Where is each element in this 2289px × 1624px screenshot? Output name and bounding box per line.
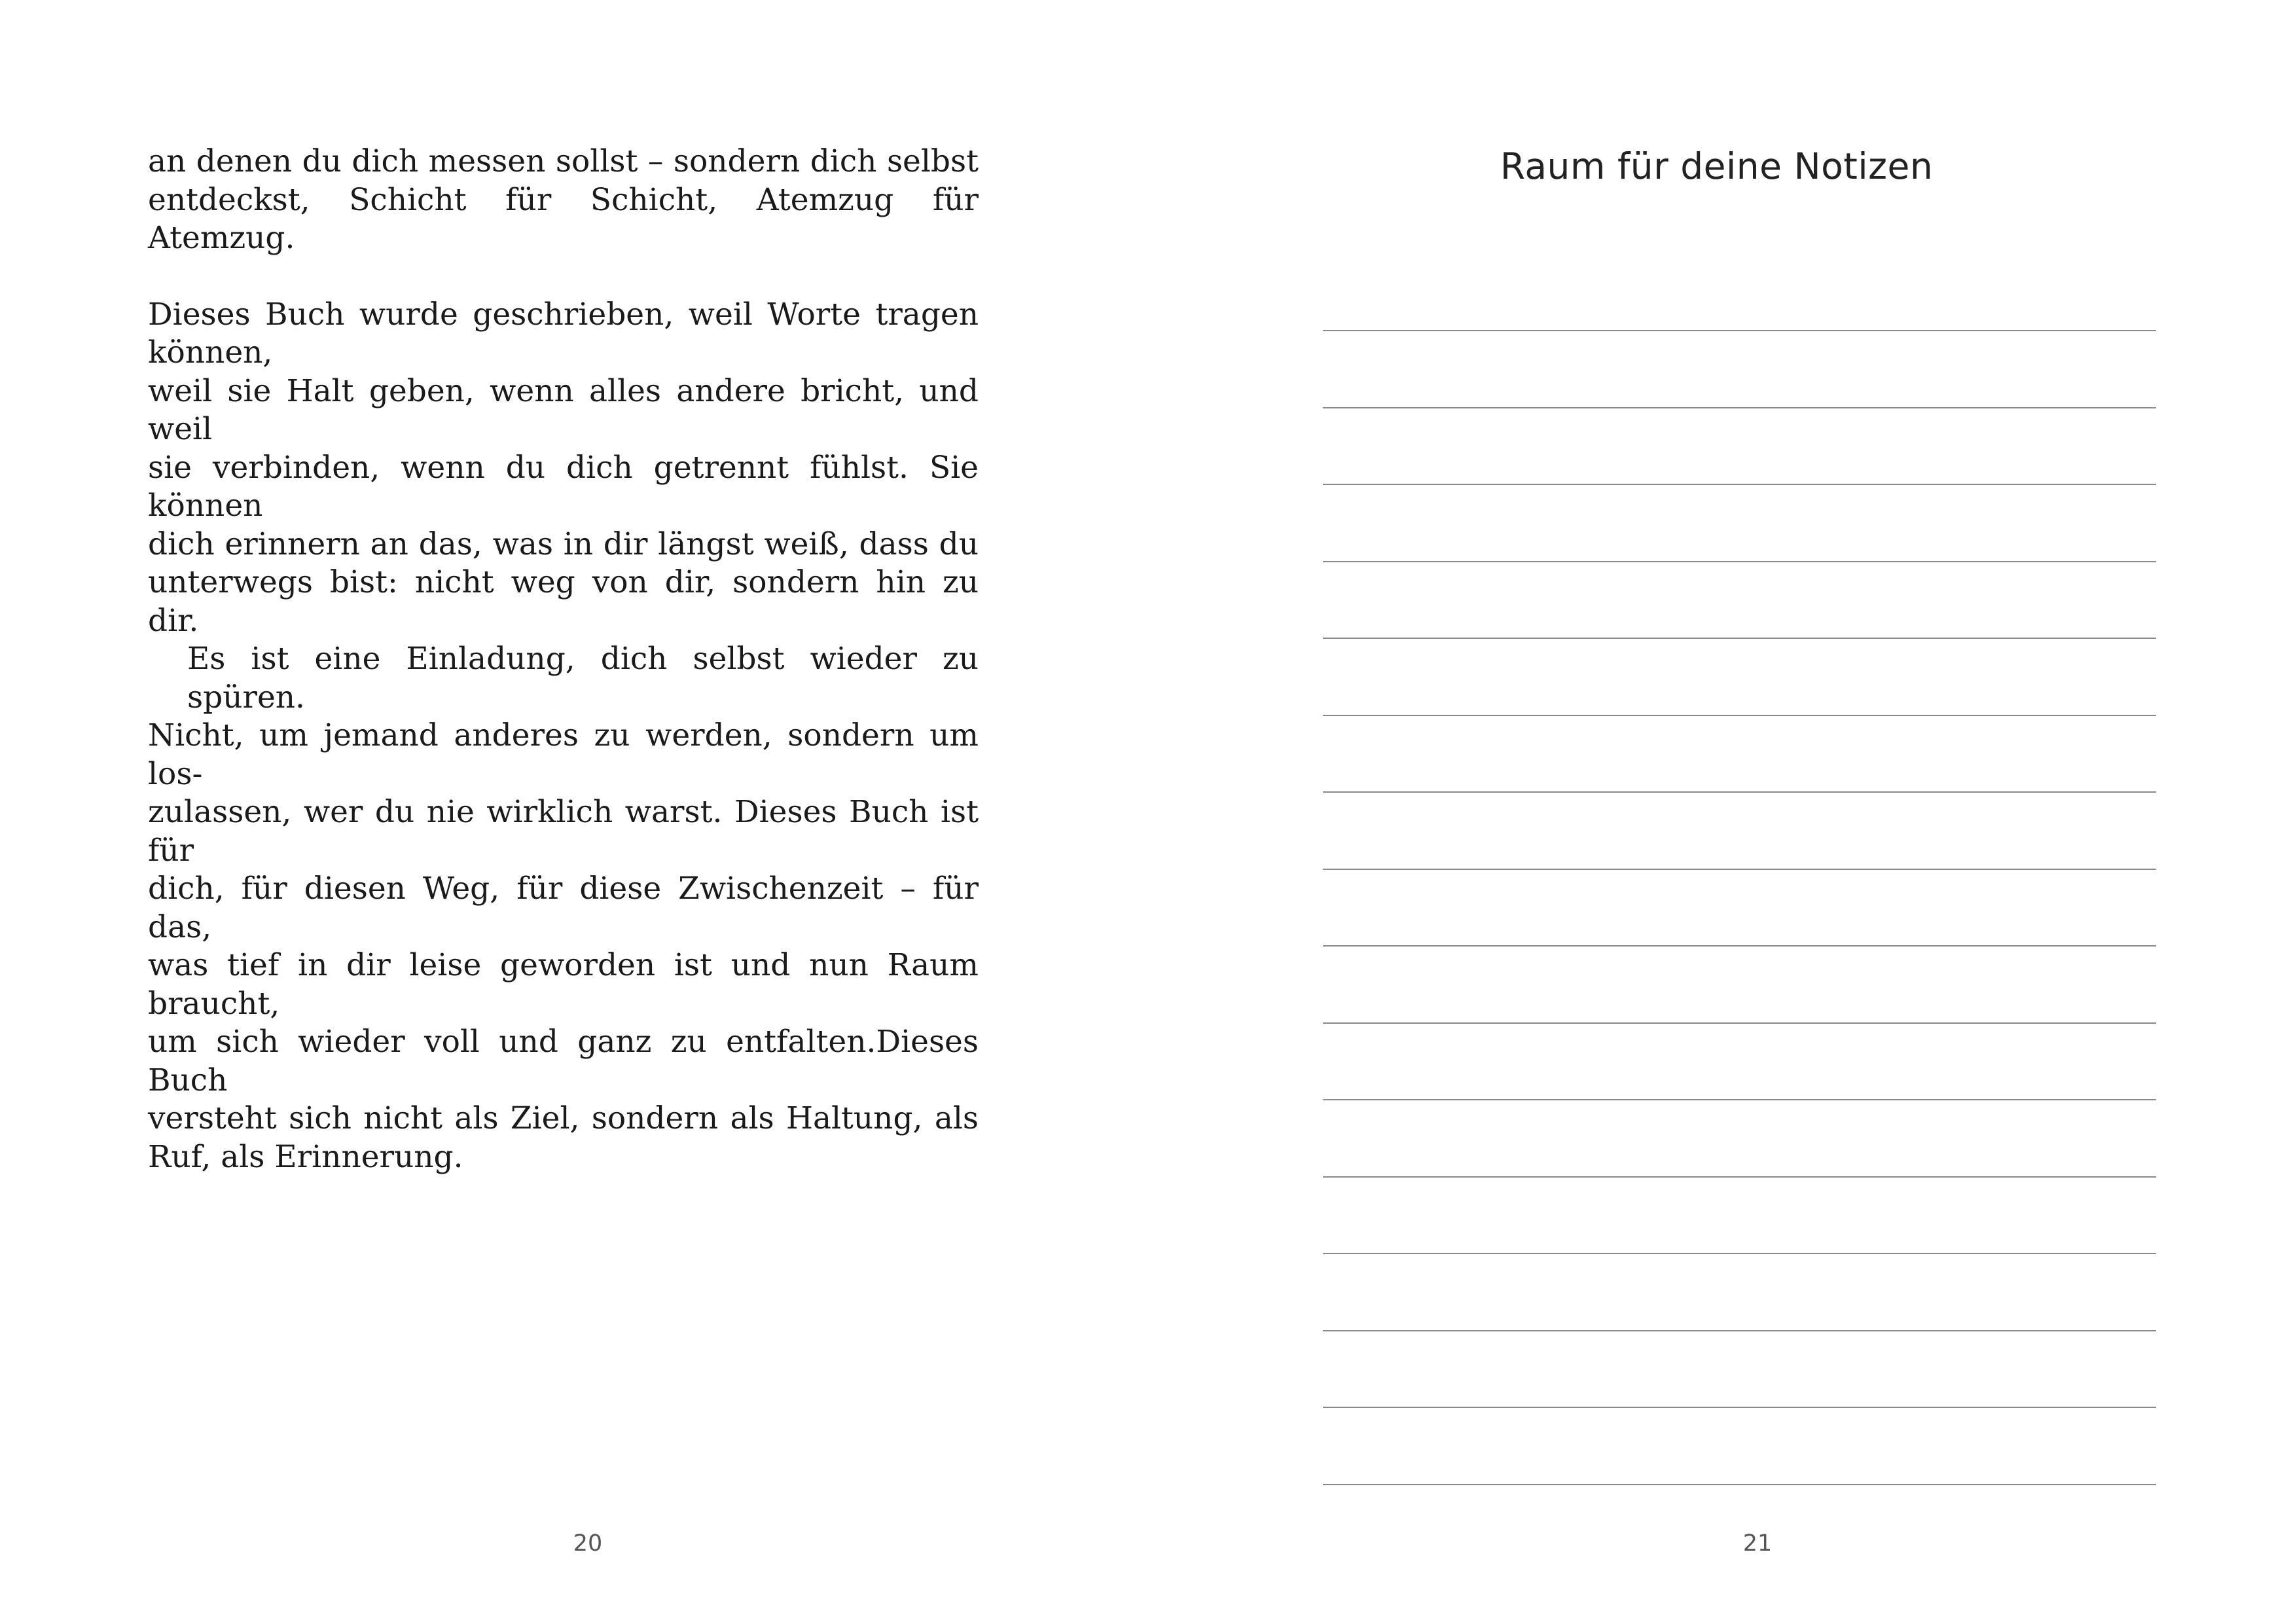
text-line: was tief in dir leise geworden ist und nun Raum braucht, xyxy=(148,947,979,1022)
notes-title: Raum für deine Notizen xyxy=(1500,145,1934,187)
note-line[interactable] xyxy=(1323,791,2156,869)
right-page xyxy=(1144,0,2289,1624)
text-line: Nicht, um jemand anderes zu werden, sondern um los- xyxy=(148,717,979,792)
note-line[interactable] xyxy=(1323,715,2156,792)
note-line[interactable] xyxy=(1323,484,2156,561)
note-line[interactable] xyxy=(1323,1407,2156,1484)
note-lines[interactable] xyxy=(1323,330,2156,1561)
page-number-left: 20 xyxy=(573,1530,603,1557)
note-line[interactable] xyxy=(1323,1176,2156,1254)
note-line[interactable] xyxy=(1323,1022,2156,1100)
body-text xyxy=(148,143,979,1176)
text-line: Es ist eine Einladung, dich selbst wieder zu spüren. xyxy=(187,641,979,715)
note-line[interactable] xyxy=(1323,330,2156,407)
text-line: um sich wieder voll und ganz zu entfalten.Dieses Buch xyxy=(148,1024,979,1098)
note-line[interactable] xyxy=(1323,1253,2156,1330)
note-line[interactable] xyxy=(1323,561,2156,638)
text-line: entdeckst, Schicht für Schicht, Atemzug für Atemzug. xyxy=(148,181,979,256)
note-line[interactable] xyxy=(1323,407,2156,484)
text-line: dich, für diesen Weg, für diese Zwischenzeit – für das, xyxy=(148,871,979,945)
text-line: Ruf, als Erinnerung. xyxy=(148,1138,463,1175)
page-number-right: 21 xyxy=(1742,1530,1773,1557)
paragraph-3 xyxy=(148,640,979,1176)
note-line[interactable] xyxy=(1323,1099,2156,1176)
text-line: weil sie Halt geben, wenn alles andere bricht, und weil xyxy=(148,372,979,447)
text-line: sie verbinden, wenn du dich getrennt fühlst. Sie können xyxy=(148,449,979,524)
text-line: unterwegs bist: nicht weg von dir, sondern hin zu dir. xyxy=(148,564,979,639)
left-page xyxy=(0,0,1144,1624)
note-line[interactable] xyxy=(1323,945,2156,1022)
text-line: versteht sich nicht als Ziel, sondern als Haltung, als xyxy=(148,1100,979,1136)
note-line[interactable] xyxy=(1323,869,2156,946)
text-line: zulassen, wer du nie wirklich warst. Dieses Buch ist für xyxy=(148,794,979,869)
text-line: dich erinnern an das, was in dir längst weiß, dass du xyxy=(148,526,979,562)
note-line[interactable] xyxy=(1323,1330,2156,1407)
text-line: an denen du dich messen sollst – sondern dich selbst xyxy=(148,143,979,179)
paragraph-2 xyxy=(148,296,979,641)
text-line: Dieses Buch wurde geschrieben, weil Worte tragen können, xyxy=(148,296,979,370)
note-line[interactable] xyxy=(1323,638,2156,715)
paragraph-1 xyxy=(148,143,979,258)
